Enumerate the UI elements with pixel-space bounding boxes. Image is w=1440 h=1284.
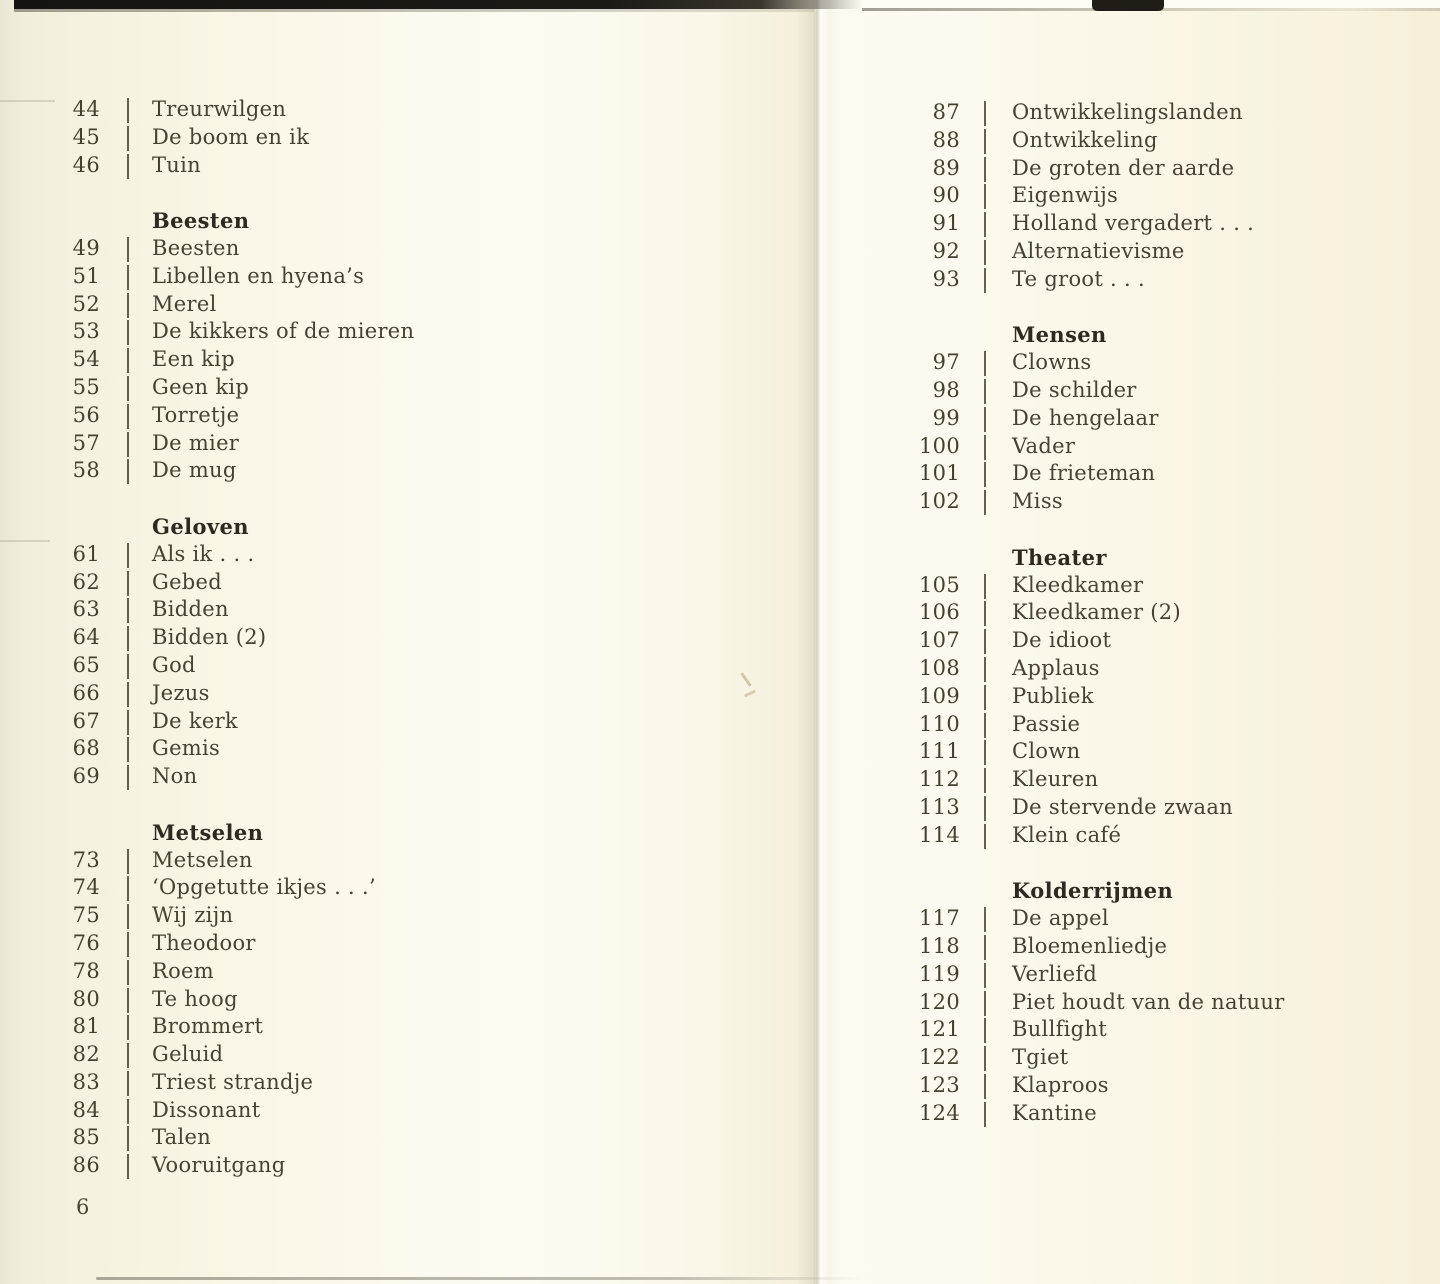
toc-divider-rule [984, 462, 986, 487]
toc-divider-rule [984, 1074, 986, 1099]
toc-divider-rule [984, 268, 986, 293]
toc-section [0, 207, 760, 485]
toc-row [860, 238, 1440, 266]
toc-divider-rule [127, 126, 129, 151]
toc-entry-title: Gebed [152, 569, 223, 594]
toc-entry-page-number: 106 [919, 600, 960, 625]
toc-section-header: Metselen [152, 819, 264, 845]
toc-entry-page-number: 105 [919, 572, 960, 597]
toc-entry-page-number: 114 [919, 822, 960, 847]
toc-row [0, 374, 760, 402]
toc-divider-rule [127, 682, 129, 707]
toc-entry-title: Miss [1012, 489, 1063, 514]
toc-entry-page-number: 80 [72, 986, 100, 1011]
toc-divider-rule [984, 740, 986, 765]
toc-entry-page-number: 110 [919, 711, 960, 736]
toc-row [860, 1016, 1440, 1044]
toc-section [860, 877, 1440, 1127]
toc-entry-page-number: 82 [72, 1042, 100, 1067]
toc-row [0, 1152, 760, 1180]
toc-header-rule-spacer [127, 209, 129, 234]
page-gutter [796, 0, 840, 1284]
toc-header-rule-spacer [127, 821, 129, 846]
toc-entry-page-number: 46 [72, 152, 100, 177]
toc-divider-rule [127, 404, 129, 429]
toc-entry-page-number: 62 [72, 569, 100, 594]
toc-entry-title: Kleuren [1012, 767, 1099, 792]
toc-divider-rule [984, 351, 986, 376]
toc-row [0, 735, 760, 763]
toc-entry-title: Passie [1012, 711, 1081, 736]
toc-divider-rule [127, 432, 129, 457]
toc-entry-page-number: 92 [932, 238, 960, 263]
toc-row [0, 430, 760, 458]
toc-section [0, 96, 760, 179]
page-number-folio: 6 [76, 1195, 90, 1219]
toc-entry-title: Kleedkamer [1012, 572, 1144, 597]
toc-entry-title: Triest strandje [152, 1069, 314, 1094]
toc-entry-page-number: 44 [72, 97, 100, 121]
toc-divider-rule [127, 265, 129, 290]
toc-entry-title: Wij zijn [152, 903, 234, 928]
toc-entry-page-number: 67 [72, 708, 100, 733]
toc-section-header-row [860, 877, 1440, 905]
toc-row [860, 182, 1440, 210]
toc-entry-page-number: 112 [919, 767, 960, 792]
toc-divider-rule [127, 348, 129, 373]
toc-row [0, 457, 760, 485]
toc-entry-page-number: 61 [72, 541, 100, 566]
toc-divider-rule [984, 129, 986, 154]
toc-entry-page-number: 56 [72, 402, 100, 427]
toc-row [860, 766, 1440, 794]
toc-entry-page-number: 68 [72, 736, 100, 761]
toc-divider-rule [984, 601, 986, 626]
toc-row [0, 652, 760, 680]
toc-entry-page-number: 78 [72, 958, 100, 983]
toc-row [860, 905, 1440, 933]
toc-divider-rule [127, 1043, 129, 1068]
toc-divider-rule [984, 907, 986, 932]
toc-entry-title: Treurwilgen [152, 97, 287, 121]
toc-entry-page-number: 124 [919, 1100, 960, 1125]
toc-divider-rule [984, 685, 986, 710]
toc-row [0, 402, 760, 430]
toc-divider-rule [127, 1071, 129, 1096]
toc-entry-page-number: 102 [919, 489, 960, 514]
toc-section [860, 99, 1440, 294]
toc-entry-title: Als ik . . . [152, 541, 255, 566]
toc-section-header: Kolderrijmen [1012, 878, 1174, 904]
toc-entry-title: Holland vergadert . . . [1012, 211, 1255, 236]
toc-entry-title: Brommert [152, 1014, 264, 1039]
toc-entry-title: Non [152, 764, 198, 789]
toc-header-rule-spacer [984, 323, 986, 348]
toc-divider-rule [984, 657, 986, 682]
toc-entry-page-number: 49 [72, 235, 100, 260]
toc-row [860, 266, 1440, 294]
toc-divider-rule [127, 543, 129, 568]
toc-divider-rule [127, 876, 129, 901]
toc-entry-title: Torretje [152, 402, 240, 427]
toc-section-header-row [0, 819, 760, 847]
toc-divider-rule [984, 991, 986, 1016]
toc-row [0, 263, 760, 291]
toc-divider-rule [127, 376, 129, 401]
toc-row [860, 1072, 1440, 1100]
toc-entry-title: Vader [1012, 433, 1076, 458]
toc-entry-title: De kerk [152, 708, 238, 733]
toc-entry-page-number: 63 [72, 597, 100, 622]
toc-entry-title: God [152, 652, 196, 677]
toc-row [860, 405, 1440, 433]
toc-entry-page-number: 88 [932, 127, 960, 152]
toc-row [860, 822, 1440, 850]
toc-row [860, 99, 1440, 127]
toc-section-header-row [860, 321, 1440, 349]
toc-entry-title: Libellen en hyena’s [152, 263, 365, 288]
toc-divider-rule [984, 768, 986, 793]
toc-entry-page-number: 107 [919, 628, 960, 653]
toc-divider-rule [984, 435, 986, 460]
toc-entry-page-number: 109 [919, 683, 960, 708]
toc-divider-rule [984, 1102, 986, 1127]
toc-divider-rule [127, 459, 129, 484]
toc-entry-title: Te hoog [152, 986, 238, 1011]
toc-entry-title: De kikkers of de mieren [152, 319, 415, 344]
toc-entry-page-number: 111 [919, 739, 960, 764]
toc-divider-rule [984, 212, 986, 237]
toc-entry-page-number: 55 [72, 374, 100, 399]
toc-entry-title: Clown [1012, 739, 1081, 764]
toc-divider-rule [984, 574, 986, 599]
toc-section [860, 544, 1440, 850]
toc-divider-rule [127, 765, 129, 790]
toc-divider-rule [984, 796, 986, 821]
toc-row [0, 958, 760, 986]
toc-divider-rule [984, 935, 986, 960]
toc-section-header: Beesten [152, 208, 250, 234]
toc-entry-title: De mier [152, 430, 240, 455]
toc-entry-title: De appel [1012, 906, 1109, 931]
toc-divider-rule [127, 904, 129, 929]
toc-entry-title: Dissonant [152, 1097, 261, 1122]
toc-entry-page-number: 75 [72, 903, 100, 928]
toc-entry-title: Bidden [152, 597, 229, 622]
toc-entry-title: Ontwikkelingslanden [1012, 100, 1243, 124]
toc-row [0, 152, 760, 180]
toc-left-column [0, 0, 760, 1180]
toc-entry-page-number: 52 [72, 291, 100, 316]
toc-entry-page-number: 121 [919, 1017, 960, 1042]
toc-row [0, 1041, 760, 1069]
toc-divider-rule [127, 737, 129, 762]
toc-entry-page-number: 93 [932, 266, 960, 291]
toc-divider-rule [984, 824, 986, 849]
toc-entry-page-number: 117 [919, 906, 960, 931]
toc-row [0, 763, 760, 791]
toc-row [0, 902, 760, 930]
toc-row [0, 930, 760, 958]
toc-divider-rule [127, 626, 129, 651]
toc-entry-page-number: 113 [919, 794, 960, 819]
toc-entry-page-number: 87 [932, 100, 960, 124]
toc-section-header-row [860, 544, 1440, 572]
toc-entry-page-number: 119 [919, 961, 960, 986]
toc-entry-title: Theodoor [152, 930, 256, 955]
toc-row [860, 683, 1440, 711]
toc-row [860, 1100, 1440, 1128]
toc-entry-page-number: 83 [72, 1069, 100, 1094]
toc-row [860, 711, 1440, 739]
toc-row [0, 96, 760, 124]
toc-row [860, 599, 1440, 627]
toc-entry-page-number: 122 [919, 1045, 960, 1070]
toc-row [860, 1044, 1440, 1072]
toc-entry-title: De idioot [1012, 628, 1112, 653]
toc-divider-rule [127, 1154, 129, 1179]
toc-entry-title: Talen [152, 1125, 212, 1150]
toc-divider-rule [984, 713, 986, 738]
toc-row [0, 124, 760, 152]
toc-divider-rule [127, 293, 129, 318]
toc-header-number-spacer [0, 207, 100, 235]
toc-row [0, 291, 760, 319]
toc-divider-rule [984, 963, 986, 988]
toc-entry-title: Publiek [1012, 683, 1094, 708]
toc-entry-page-number: 81 [72, 1014, 100, 1039]
toc-divider-rule [127, 154, 129, 179]
toc-row [0, 708, 760, 736]
toc-section-header: Mensen [1012, 322, 1107, 348]
toc-row [0, 346, 760, 374]
toc-row [860, 738, 1440, 766]
toc-entry-page-number: 51 [72, 263, 100, 288]
toc-entry-title: Verliefd [1012, 961, 1098, 986]
toc-entry-title: Eigenwijs [1012, 183, 1119, 208]
toc-row [0, 847, 760, 875]
toc-divider-rule [984, 1018, 986, 1043]
toc-entry-page-number: 90 [932, 183, 960, 208]
toc-entry-page-number: 74 [72, 875, 100, 900]
toc-row [860, 433, 1440, 461]
toc-entry-title: De stervende zwaan [1012, 794, 1233, 819]
toc-entry-page-number: 65 [72, 652, 100, 677]
toc-entry-title: Vooruitgang [152, 1153, 286, 1178]
toc-row [860, 655, 1440, 683]
toc-row [860, 989, 1440, 1017]
toc-row [0, 541, 760, 569]
toc-row [0, 235, 760, 263]
toc-divider-rule [984, 490, 986, 515]
toc-entry-title: Tgiet [1012, 1045, 1069, 1070]
toc-entry-page-number: 120 [919, 989, 960, 1014]
toc-entry-page-number: 45 [72, 124, 100, 149]
toc-divider-rule [984, 240, 986, 265]
toc-row [0, 318, 760, 346]
toc-entry-title: Jezus [152, 680, 210, 705]
toc-divider-rule [984, 379, 986, 404]
toc-entry-page-number: 89 [932, 155, 960, 180]
toc-row [860, 627, 1440, 655]
toc-divider-rule [984, 157, 986, 182]
toc-entry-page-number: 66 [72, 680, 100, 705]
toc-entry-title: Tuin [152, 152, 201, 177]
toc-entry-page-number: 101 [919, 461, 960, 486]
toc-entry-title: Een kip [152, 347, 235, 372]
toc-divider-rule [127, 988, 129, 1013]
toc-row [860, 210, 1440, 238]
toc-section-header-row [0, 207, 760, 235]
toc-row [0, 596, 760, 624]
toc-row [860, 961, 1440, 989]
toc-entry-page-number: 118 [919, 933, 960, 958]
toc-divider-rule [127, 1015, 129, 1040]
toc-entry-page-number: 123 [919, 1072, 960, 1097]
toc-header-rule-spacer [984, 546, 986, 571]
toc-row [860, 794, 1440, 822]
toc-entry-title: Te groot . . . [1012, 266, 1145, 291]
toc-entry-title: Klaproos [1012, 1072, 1109, 1097]
toc-entry-title: Bloemenliedje [1012, 933, 1168, 958]
toc-row [0, 680, 760, 708]
toc-divider-rule [127, 960, 129, 985]
toc-header-number-spacer [0, 819, 100, 847]
toc-section [0, 819, 760, 1180]
toc-header-number-spacer [0, 513, 100, 541]
toc-entry-title: Applaus [1012, 655, 1100, 680]
toc-section [860, 321, 1440, 516]
toc-entry-title: De boom en ik [152, 124, 310, 149]
toc-entry-title: Kleedkamer (2) [1012, 600, 1181, 625]
toc-divider-rule [127, 598, 129, 623]
toc-row [860, 127, 1440, 155]
toc-entry-title: Merel [152, 291, 217, 316]
toc-entry-title: Bullfight [1012, 1017, 1107, 1042]
toc-entry-page-number: 53 [72, 319, 100, 344]
toc-entry-title: Geen kip [152, 374, 250, 399]
toc-row [0, 624, 760, 652]
toc-divider-rule [127, 571, 129, 596]
toc-entry-title: Klein café [1012, 822, 1122, 847]
toc-divider-rule [127, 237, 129, 262]
toc-row [0, 986, 760, 1014]
toc-entry-title: Geluid [152, 1042, 224, 1067]
toc-row [0, 1124, 760, 1152]
toc-entry-title: Clowns [1012, 350, 1092, 375]
toc-row [860, 460, 1440, 488]
toc-entry-page-number: 91 [932, 211, 960, 236]
toc-entry-page-number: 100 [919, 433, 960, 458]
toc-divider-rule [127, 932, 129, 957]
toc-divider-rule [984, 1046, 986, 1071]
toc-entry-page-number: 57 [72, 430, 100, 455]
toc-section-header: Geloven [152, 513, 249, 539]
toc-entry-title: Kantine [1012, 1100, 1097, 1125]
toc-entry-title: ‘Opgetutte ikjes . . .’ [152, 875, 376, 900]
toc-entry-page-number: 73 [72, 847, 100, 872]
toc-row [860, 155, 1440, 183]
toc-entry-page-number: 85 [72, 1125, 100, 1150]
toc-entry-page-number: 69 [72, 764, 100, 789]
toc-entry-title: De groten der aarde [1012, 155, 1235, 180]
toc-section-header: Theater [1012, 544, 1107, 570]
toc-header-rule-spacer [984, 879, 986, 904]
toc-divider-rule [127, 98, 129, 123]
toc-entry-title: Metselen [152, 847, 253, 872]
toc-right-column [860, 0, 1440, 1127]
toc-divider-rule [127, 1099, 129, 1124]
toc-entry-page-number: 97 [932, 350, 960, 375]
toc-entry-title: Alternatievisme [1012, 238, 1185, 263]
toc-header-number-spacer [860, 321, 960, 349]
toc-entry-title: Roem [152, 958, 214, 983]
toc-entry-page-number: 108 [919, 655, 960, 680]
toc-entry-page-number: 98 [932, 377, 960, 402]
toc-row [0, 1069, 760, 1097]
toc-entry-page-number: 76 [72, 930, 100, 955]
toc-row [860, 349, 1440, 377]
toc-row [0, 1097, 760, 1125]
toc-divider-rule [984, 407, 986, 432]
toc-divider-rule [984, 629, 986, 654]
toc-entry-page-number: 54 [72, 347, 100, 372]
toc-header-rule-spacer [127, 515, 129, 540]
toc-row [0, 569, 760, 597]
toc-section-header-row [0, 513, 760, 541]
toc-section [0, 513, 760, 791]
toc-entry-title: De frieteman [1012, 461, 1156, 486]
toc-divider-rule [127, 1126, 129, 1151]
toc-divider-rule [127, 654, 129, 679]
toc-row [0, 1013, 760, 1041]
toc-entry-title: Bidden (2) [152, 625, 267, 650]
toc-entry-title: Beesten [152, 235, 240, 260]
toc-entry-page-number: 58 [72, 458, 100, 483]
toc-divider-rule [127, 320, 129, 345]
toc-row [860, 377, 1440, 405]
toc-divider-rule [127, 710, 129, 735]
toc-entry-page-number: 84 [72, 1097, 100, 1122]
toc-divider-rule [127, 849, 129, 874]
toc-entry-title: Ontwikkeling [1012, 127, 1158, 152]
toc-entry-page-number: 99 [932, 405, 960, 430]
toc-header-number-spacer [860, 877, 960, 905]
toc-divider-rule [984, 101, 986, 126]
toc-entry-title: De schilder [1012, 377, 1137, 402]
toc-entry-title: De hengelaar [1012, 405, 1159, 430]
toc-row [860, 933, 1440, 961]
toc-row [860, 488, 1440, 516]
toc-header-number-spacer [860, 544, 960, 572]
toc-entry-page-number: 86 [72, 1153, 100, 1178]
toc-entry-title: Piet houdt van de natuur [1012, 989, 1285, 1014]
toc-row [0, 874, 760, 902]
toc-entry-title: De mug [152, 458, 237, 483]
toc-entry-page-number: 64 [72, 625, 100, 650]
toc-entry-title: Gemis [152, 736, 221, 761]
toc-divider-rule [984, 184, 986, 209]
toc-row [860, 572, 1440, 600]
book-bottom-edge [96, 1277, 864, 1280]
